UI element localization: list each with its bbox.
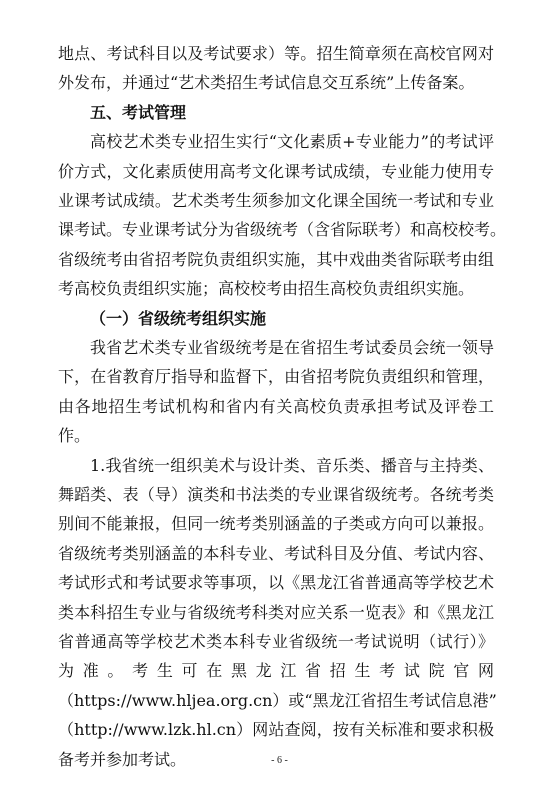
subsection-heading: （一）省级统考组织实施 xyxy=(90,308,267,328)
paragraph-line: 作。 xyxy=(58,426,91,446)
paragraph-line: 地点、考试科目以及考试要求）等。招生简章须在高校官网对 xyxy=(58,44,494,63)
paragraph-line: 类本科招生专业与省级统考科类对应关系一览表》和《黑龙江 xyxy=(58,602,494,622)
paragraph-line: （http://www.lzk.hl.cn）网站查阅，按有关标准和要求积极 xyxy=(58,720,494,740)
paragraph-line: （https://www.hljea.org.cn）或“黑龙江省招生考试信息港” xyxy=(58,690,497,710)
paragraph-line: 舞蹈类、表（导）演类和书法类的专业课省级统考。各统考类 xyxy=(58,485,494,504)
paragraph-line: 省级统考由省招考院负责组织实施，其中戏曲类省际联考由组 xyxy=(58,249,494,269)
paragraph-line: 考试形式和考试要求等事项，以《黑龙江省普通高等学校艺术 xyxy=(58,573,494,593)
page-number: - 6 - xyxy=(271,755,288,766)
paragraph-line: 下，在省教育厅指导和监督下，由省招考院负责组织和管理， xyxy=(58,367,494,387)
paragraph-line: 高校艺术类专业招生实行“文化素质+专业能力”的考试评 xyxy=(90,132,494,152)
paragraph-line: 课考试。专业课考试分为省级统考（含省际联考）和高校校考。 xyxy=(58,220,507,240)
paragraph-line: 为 准 。 考 生 可 在 黑 龙 江 省 招 生 考 试 院 官 网 xyxy=(58,661,494,681)
paragraph-line: 考高校负责组织实施；高校校考由招生高校负责组织实施。 xyxy=(58,279,475,299)
paragraph-line: 我省艺术类专业省级统考是在省招生考试委员会统一领导 xyxy=(90,338,494,357)
paragraph-line: 别间不能兼报，但同一统考类别涵盖的子类或方向可以兼报。 xyxy=(58,514,494,534)
section-heading: 五、考试管理 xyxy=(90,102,187,122)
paragraph-line: 省级统考类别涵盖的本科专业、考试科目及分值、考试内容、 xyxy=(58,543,494,563)
paragraph-line: 业课考试成绩。艺术类考生须参加文化课全国统一考试和专业 xyxy=(58,191,494,210)
paragraph-line: 备考并参加考试。 xyxy=(58,749,187,769)
paragraph-line: 由各地招生考试机构和省内有关高校负责承担考试及评卷工 xyxy=(58,396,494,416)
paragraph-line: 省普通高等学校艺术类本科专业省级统一考试说明（试行）》 xyxy=(58,632,494,651)
paragraph-line: 1.我省统一组织美术与设计类、音乐类、播音与主持类、 xyxy=(90,455,494,475)
paragraph-line: 价方式，文化素质使用高考文化课考试成绩，专业能力使用专 xyxy=(58,161,494,181)
paragraph-line: 外发布，并通过“艺术类招生考试信息交互系统”上传备案。 xyxy=(58,73,475,93)
